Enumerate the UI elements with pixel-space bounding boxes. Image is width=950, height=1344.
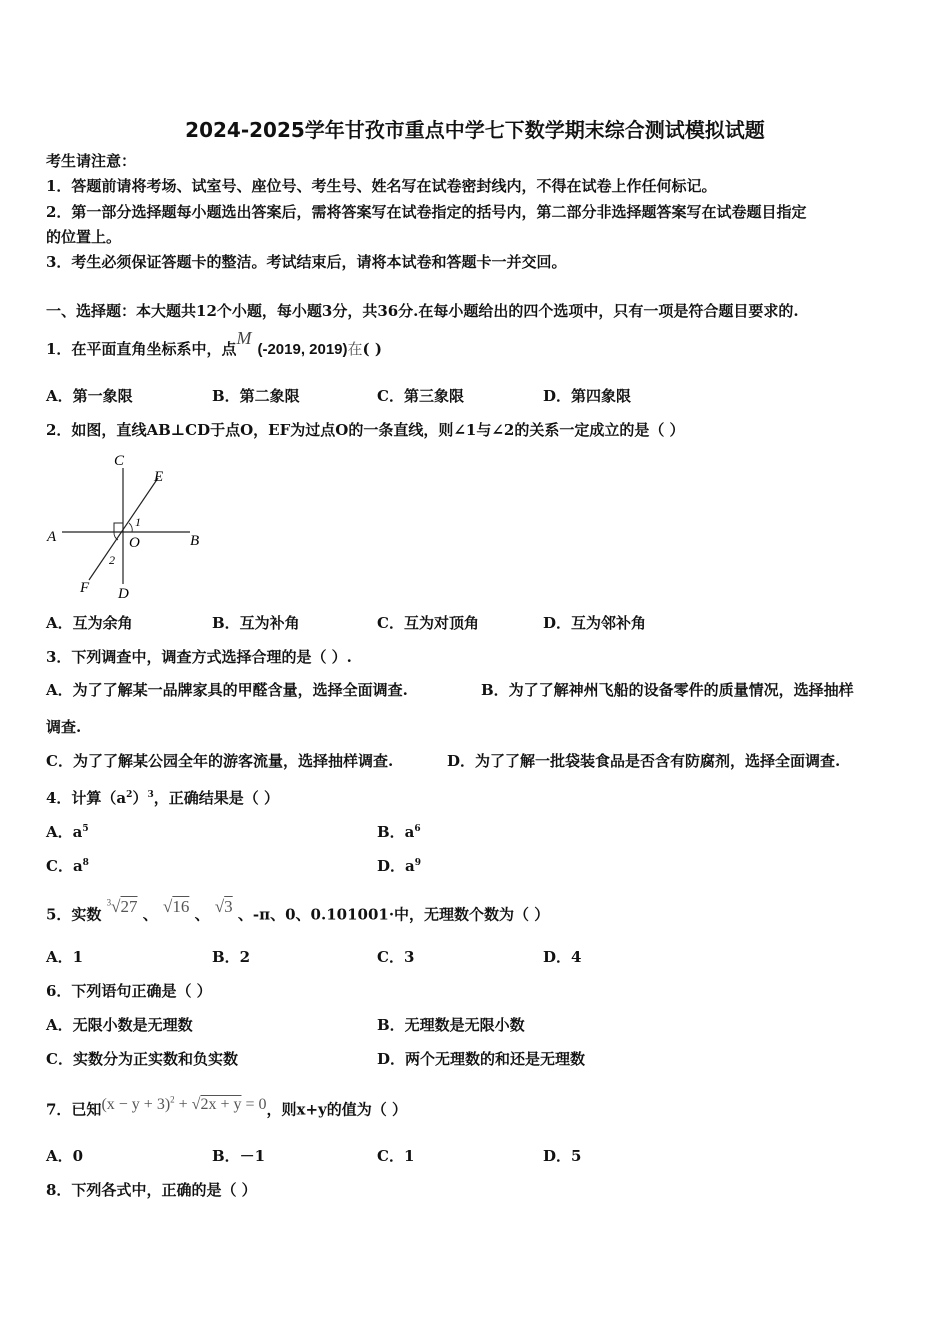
q2-option-a[interactable]: A．互为余角 [46,614,133,632]
section-heading: 一、选择题：本大题共12个小题，每小题3分，共36分.在每小题给出的四个选项中，只有一项是符合题目要求的. [46,302,799,320]
notice-header: 考生请注意： [46,152,137,170]
right-angle-mark [114,523,123,532]
q6-option-a[interactable]: A．无限小数是无理数 [46,1016,193,1034]
label-c: C [114,453,125,469]
q7-expr-1: (x − y + 3) [101,1096,171,1114]
page-title: 2024-2025学年甘孜市重点中学七下数学期末综合测试模拟试题 [185,118,765,142]
q5-cube-root: $^3$√27 [106,896,138,916]
q4-option-c-label: C．a [46,857,83,875]
q4-option-d-exp: 9 [414,858,421,868]
notice-item-2-cont: 的位置上。 [46,228,122,246]
q4-option-b-label: B．a [377,823,415,841]
q2-option-b[interactable]: B．互为补角 [212,614,300,632]
q7-option-a[interactable]: A．0 [46,1147,84,1165]
q4-stem-mid: ） [132,789,148,807]
q1-coords: (-2019, 2019) [257,341,348,358]
label-f: F [80,580,90,596]
label-a: A [47,529,57,545]
q5-option-a[interactable]: A．1 [46,948,84,966]
q5-option-d[interactable]: D．4 [543,948,582,966]
q4-option-c-exp: 8 [82,858,89,868]
q5-radicand-3: 3 [224,896,233,916]
q3-option-a[interactable]: A．为了了解某一品牌家具的甲醛含量，选择全面调查. [46,681,408,699]
q5-sep-1: 、 [142,905,158,924]
notice-item-2: 2．第一部分选择题每小题选出答案后，需将答案写在试卷指定的括号内，第二部分非选择题答案写在试卷题目指定 [46,203,807,221]
q7-stem-post: ，则x+y的值为（ ） [266,1100,407,1119]
q5-option-c[interactable]: C．3 [377,948,415,966]
q4-exp-1: 2 [126,790,133,800]
q7-equals: = 0 [245,1096,267,1114]
q6-option-d[interactable]: D．两个无理数的和还是无理数 [377,1050,586,1068]
notice-item-1: 1．答题前请将考场、试室号、座位号、考生号、姓名写在试卷密封线内，不得在试卷上作任何标记。 [46,177,717,195]
q3-option-c[interactable]: C．为了了解某公园全年的游客流量，选择抽样调查. [46,752,394,770]
q5-option-b[interactable]: B．2 [212,948,251,966]
q1-point-var: M [236,328,252,348]
q4-exp-2: 3 [147,790,154,800]
q4-option-b[interactable] [377,819,421,842]
q2-figure [40,448,220,608]
question-1 [46,328,382,360]
q1-stem: 1．在平面直角坐标系中，点 [46,340,237,358]
q7-stem-pre: 7．已知 [46,1100,102,1119]
q3-option-b-cont: 调查. [46,718,82,736]
q1-option-b[interactable]: B．第二象限 [212,387,300,405]
q3-option-d[interactable]: D．为了了解一批袋装食品是否含有防腐剂，选择全面调查. [447,752,841,770]
question-4 [46,785,279,808]
notice-item-3: 3．考生必须保证答题卡的整洁。考试结束后，请将本试卷和答题卡一并交回。 [46,253,567,271]
q1-blank: ( ) [362,340,382,358]
q5-sqrt-16: √16 [163,896,190,916]
q7-radicand: 2x + y [200,1096,242,1114]
question-8: 8．下列各式中，正确的是（ ） [46,1181,257,1199]
q5-radicand-1: 27 [120,896,138,916]
q4-option-a[interactable] [46,819,89,842]
q2-option-d[interactable]: D．互为邻补角 [543,614,647,632]
q1-option-d[interactable]: D．第四象限 [543,387,632,405]
q2-option-c[interactable]: C．互为对顶角 [377,614,479,632]
question-5 [46,896,550,925]
question-2: 2．如图，直线AB⊥CD于点O，EF为过点O的一条直线，则∠1与∠2的关系一定成立的是（ ） [46,421,685,439]
question-6: 6．下列语句正确是（ ） [46,982,212,1000]
q5-root-index: 3 [106,897,112,907]
q7-plus: + [178,1096,188,1114]
q5-stem-post: 、-π、0、0.101001·中，无理数个数为（ ） [237,905,550,924]
label-angle-1: 1 [135,515,141,529]
q4-option-d[interactable] [377,853,421,876]
q7-square: 2 [170,1095,175,1105]
label-angle-2: 2 [109,553,115,567]
q5-sqrt-3: √3 [214,896,233,916]
q6-option-b[interactable]: B．无理数是无限小数 [377,1016,525,1034]
label-o: O [129,535,140,551]
label-e: E [154,469,164,485]
q7-option-d[interactable]: D．5 [543,1147,582,1165]
q7-option-c[interactable]: C．1 [377,1147,415,1165]
question-3: 3．下列调查中，调查方式选择合理的是（ ）. [46,648,352,666]
angle-1-arc [129,523,132,532]
q1-mid: 在 [347,340,363,358]
q4-option-b-exp: 6 [414,824,421,834]
q7-option-b[interactable]: B．－1 [212,1147,266,1165]
q5-radicand-2: 16 [172,896,190,916]
q5-sep-2: 、 [194,905,210,924]
q7-equation: $(x - y + 3)^2 + √2x + y = 0$ [101,1095,267,1114]
label-d: D [118,586,129,602]
q3-option-b[interactable]: B．为了了解神州飞船的设备零件的质量情况，选择抽样 [481,681,854,699]
q4-option-a-exp: 5 [82,824,89,834]
q1-option-a[interactable]: A．第一象限 [46,387,133,405]
q1-option-c[interactable]: C．第三象限 [377,387,464,405]
q4-option-a-label: A．a [46,823,83,841]
label-b: B [190,533,200,549]
q4-stem-pre: 4．计算（a [46,789,127,807]
question-7 [46,1095,407,1120]
q5-stem-pre: 5．实数 [46,905,102,924]
q4-option-c[interactable] [46,853,89,876]
q6-option-c[interactable]: C．实数分为正实数和负实数 [46,1050,238,1068]
q4-stem-post: ，正确结果是（ ） [153,789,279,807]
q4-option-d-label: D．a [377,857,415,875]
